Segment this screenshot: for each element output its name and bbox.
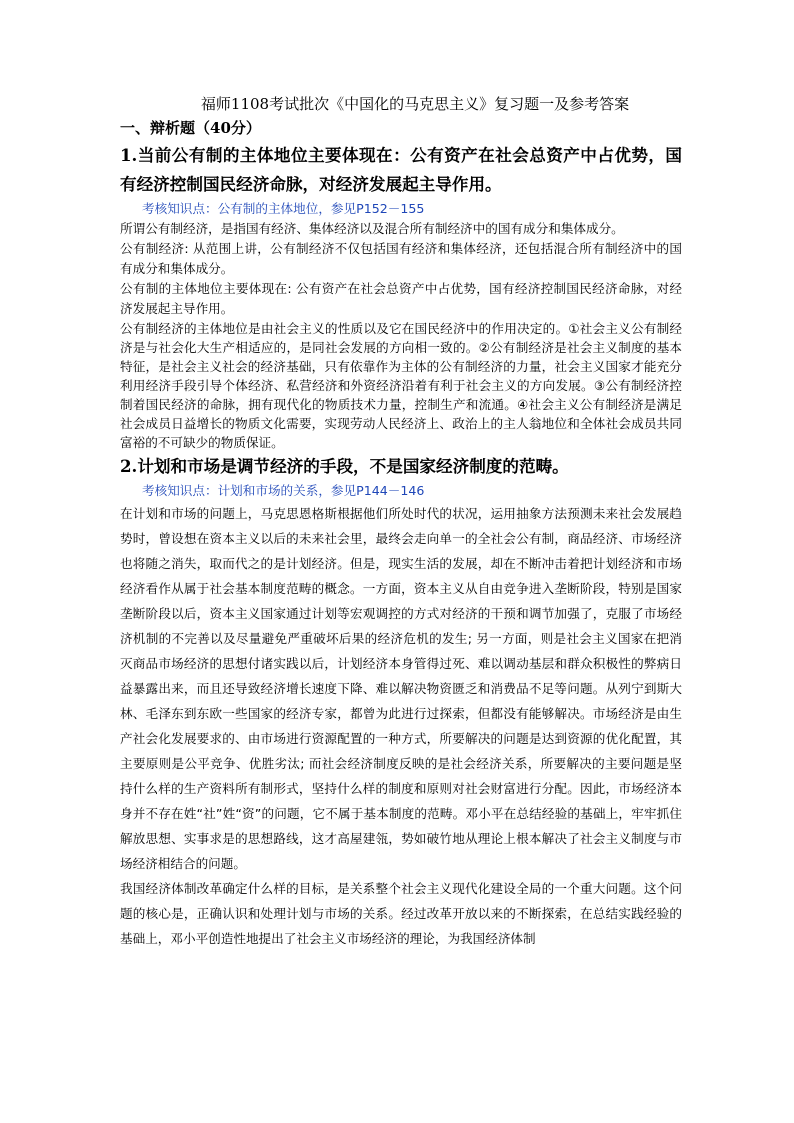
answer-2-paragraph: 在计划和市场的问题上，马克思恩格斯根据他们所处时代的状况，运用抽象方法预测未来社会发展趋势时，曾设想在资本主义以后的未来社会里，最终会走向单一的全社会公有制，商品经济、市场经济也将随之消失，取而代之的是计划经济。但是，现实生活的发展，却在不断冲击着把计划经济和市场经济看作从属于社会基本制度范畴的概念。一方面，资本主义从自由竞争进入垄断阶段，特别是国家垄断阶段以后，资本主义国家通过计划等宏观调控的方式对经济的干预和调节加强了，克服了市场经济机制的不完善以及尽量避免严重破坏后果的经济危机的发生; 另一方面，则是社会主义国家在把消灭商品市场经济的思想付诸实践以后，计划经济本身管得过死、难以调动基层和群众积极性的弊病日益暴露出来，而且还导致经济增长速度下降、难以解决物资匮乏和消费品不足等问题。从列宁到斯大林、毛泽东到东欧一些国家的经济专家，都曾为此进行过探索，但都没有能够解决。市场经济是由生产社会化发展要求的、由市场进行资源配置的一种方式，所要解决的问题是达到资源的优化配置，其主要原则是公平竞争、优胜劣汰; 而社会经济制度反映的是社会经济关系，所要解决的主要问题是坚持什么样的生产资料所有制形式，坚持什么样的制度和原则对社会财富进行分配。因此，市场经济本身并不存在姓“社”姓“资”的问题，它不属于基本制度的范畴。邓小平在总结经验的基础上，牢牢抓住解放思想、实事求是的思想路线，这才高屋建瓴，势如破竹地从理论上根本解决了社会主义制度与市场经济相结合的问题。	[120, 506, 682, 871]
document-title: 福师1108考试批次《中国化的马克思主义》复习题一及参考答案	[200, 95, 630, 113]
answer-1-paragraph: 所谓公有制经济，是指国有经济、集体经济以及混合所有制经济中的国有成分和集体成分。	[120, 221, 624, 236]
answer-1-paragraph: 公有制的主体地位主要体现在: 公有资产在社会总资产中占优势，国有经济控制国民经济命脉，对经济发展起主导作用。	[120, 281, 682, 316]
document-page	[120, 92, 682, 951]
section-heading: 一、辩析题（40分）	[120, 119, 261, 137]
answer-1-paragraph: 公有制经济: 从范围上讲，公有制经济不仅包括国有经济和集体经济，还包括混合所有制经济中的国有成分和集体成分。	[120, 241, 682, 276]
knowledge-point-2: 考核知识点：计划和市场的关系，参见P144－146	[142, 483, 425, 498]
question-1: 1.当前公有制的主体地位主要体现在：公有资产在社会总资产中占优势，国有经济控制国民经济命脉，对经济发展起主导作用。	[120, 145, 682, 194]
knowledge-point-1: 考核知识点：公有制的主体地位，参见P152－155	[142, 201, 425, 216]
answer-1-paragraph: 公有制经济的主体地位是由社会主义的性质以及它在国民经济中的作用决定的。①社会主义公有制经济是与社会化大生产相适应的，是同社会发展的方向相一致的。②公有制经济是社会主义制度的基本特征，是社会主义社会的经济基础，只有依靠作为主体的公有制经济的力量，社会主义国家才能充分利用经济手段引导个体经济、私营经济和外资经济沿着有利于社会主义的方向发展。③公有制经济控制着国民经济的命脉，拥有现代化的物质技术力量，控制生产和流通。④社会主义公有制经济是满足社会成员日益增长的物质文化需要，实现劳动人民经济上、政治上的主人翁地位和全体社会成员共同富裕的不可缺少的物质保证。	[120, 321, 682, 450]
answer-2-paragraph: 我国经济体制改革确定什么样的目标，是关系整个社会主义现代化建设全局的一个重大问题。这个问题的核心是，正确认识和处理计划与市场的关系。经过改革开放以来的不断探索，在总结实践经验的基础上，邓小平创造性地提出了社会主义市场经济的理论，为我国经济体制	[120, 881, 682, 946]
question-2: 2.计划和市场是调节经济的手段，不是国家经济制度的范畴。	[120, 456, 569, 476]
